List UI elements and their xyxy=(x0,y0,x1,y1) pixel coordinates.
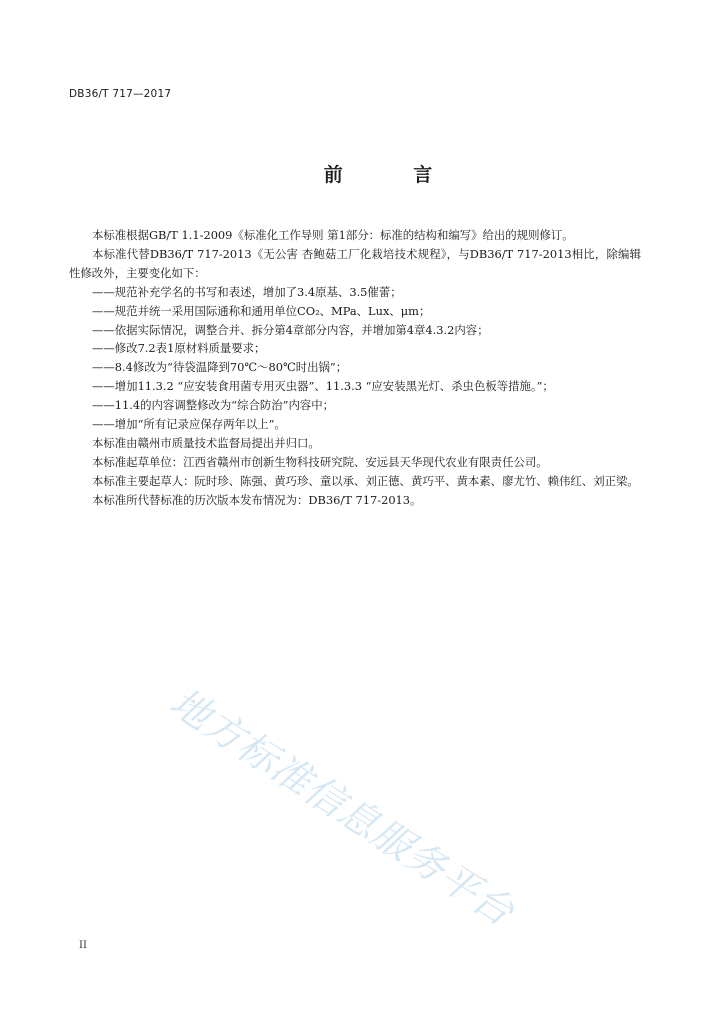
document-code: DB36/T 717—2017 xyxy=(69,88,172,100)
document-body xyxy=(69,226,641,510)
list-item: ——11.4的内容调整修改为“综合防治”内容中； xyxy=(92,398,335,413)
paragraph-drafters: 本标准主要起草人：阮时珍、陈强、黄巧珍、童以承、刘正德、黄巧平、黄本素、廖尤竹、赖伟红、刘正梁。 xyxy=(92,473,639,488)
watermark: 地方标准信息服务平台 xyxy=(161,680,522,936)
list-item: ——修改7.2表1原材料质量要求； xyxy=(92,341,266,356)
list-item: ——8.4修改为“待袋温降到70℃～80℃时出锅”； xyxy=(92,360,348,375)
list-item: ——规范补充学名的书写和表述，增加了3.4原基、3.5催蕾； xyxy=(92,284,402,299)
list-item: ——增加11.3.2 “应安装食用菌专用灭虫器”、11.3.3 “应安装黑光灯、杀虫色板等措施。”； xyxy=(92,379,554,394)
page-number: II xyxy=(79,940,87,951)
paragraph-basis: 本标准根据GB/T 1.1-2009《标准化工作导则 第1部分：标准的结构和编写》给出的规则修订。 xyxy=(92,228,574,242)
changes-list xyxy=(69,283,641,434)
page-title: 前 言 xyxy=(323,164,465,186)
list-item: ——依据实际情况，调整合并、拆分第4章部分内容，并增加第4章4.3.2内容； xyxy=(92,322,489,337)
list-item: ——增加“所有记录应保存两年以上”。 xyxy=(92,417,286,432)
paragraph-replacement: 本标准代替DB36/T 717-2013《无公害 杏鲍菇工厂化栽培技术规程》，与DB36/T 717-2013相比，除编辑性修改外，主要变化如下： xyxy=(69,246,641,280)
paragraph-proposer: 本标准由赣州市质量技术监督局提出并归口。 xyxy=(92,435,320,450)
list-item: ——规范并统一采用国际通称和通用单位CO₂、MPa、Lux、μm； xyxy=(92,303,431,318)
paragraph-history: 本标准所代替标准的历次版本发布情况为：DB36/T 717-2013。 xyxy=(92,492,422,507)
paragraph-drafting-units: 本标准起草单位：江西省赣州市创新生物科技研究院、安远县天华现代农业有限责任公司。 xyxy=(92,454,548,469)
